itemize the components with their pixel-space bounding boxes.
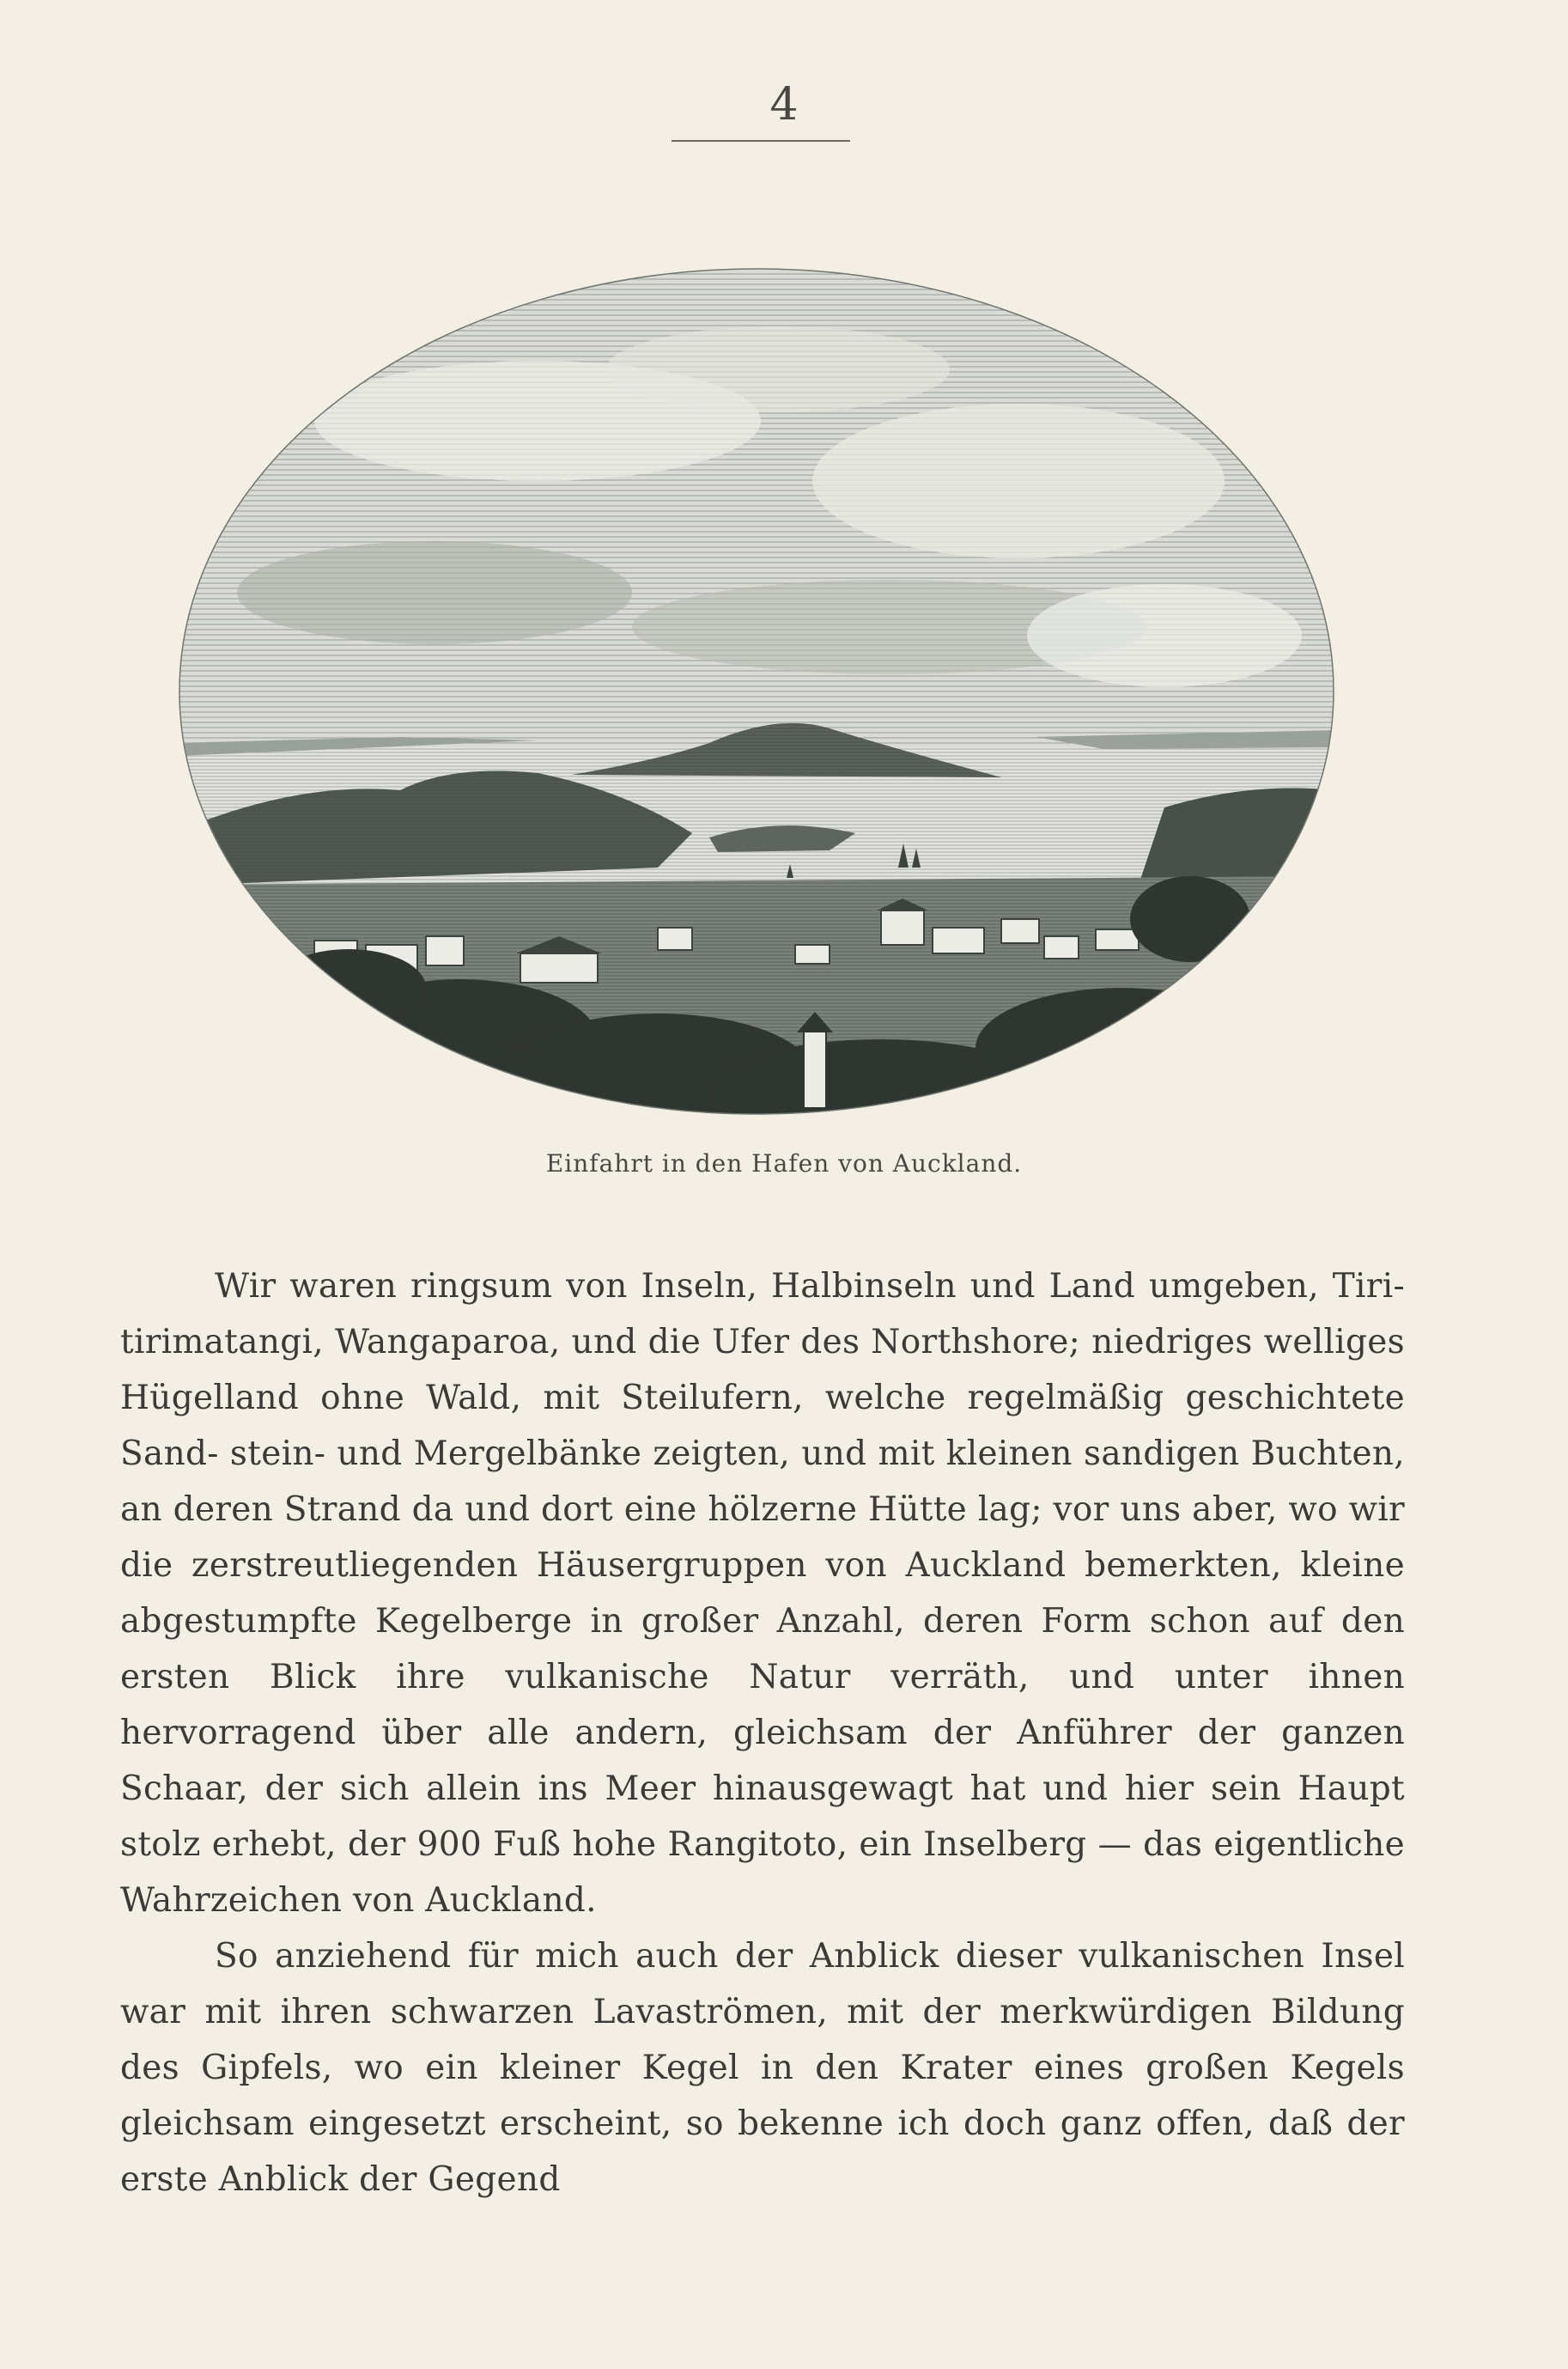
illustration-caption: Einfahrt in den Hafen von Auckland. <box>545 1149 1023 1178</box>
paragraph-1: Wir waren ringsum von Inseln, Halbinseln und Land umgeben, Tiri-tirimatangi, Wangaparoa, und die Ufer des Northshore; niedriges welliges Hügelland ohne Wald, mit Steilufern, welche regelmäßig geschichtete Sand- stein- und Mergelbänke zeigten, und mit kleinen sandigen Buchten, an deren Strand da und dort eine hölzerne Hütte lag; vor uns aber, wo wir die zerstreutliegenden Häusergruppen von Auckland bemerkten, kleine abgestumpfte Kegelberge in großer Anzahl, deren Form schon auf den ersten Blick ihre vulkanische Natur verräth, und unter ihnen hervorragend über alle andern, gleichsam der Anführer der ganzen Schaar, der sich allein ins Meer hinausgewagt hat und hier sein Haupt stolz erhebt, der 900 Fuß hohe Rangitoto, ein Inselberg — das eigentliche Wahrzeichen von Auckland. <box>120 1267 1405 1920</box>
header-rule <box>672 140 850 142</box>
paragraph-2: So anziehend für mich auch der Anblick dieser vulkanischen Insel war mit ihren schwarzen Lavaströmen, mit der merkwürdigen Bildung des Gipfels, wo ein kleiner Kegel in den Krater eines großen Kegels gleichsam eingesetzt erscheint, so bekenne ich doch ganz offen, daß der erste Anblick der Gegend <box>120 1937 1405 2199</box>
body-text <box>120 1258 1405 2208</box>
harbour-engraving-illustration <box>177 266 1336 1117</box>
page-number: 4 <box>769 79 799 131</box>
